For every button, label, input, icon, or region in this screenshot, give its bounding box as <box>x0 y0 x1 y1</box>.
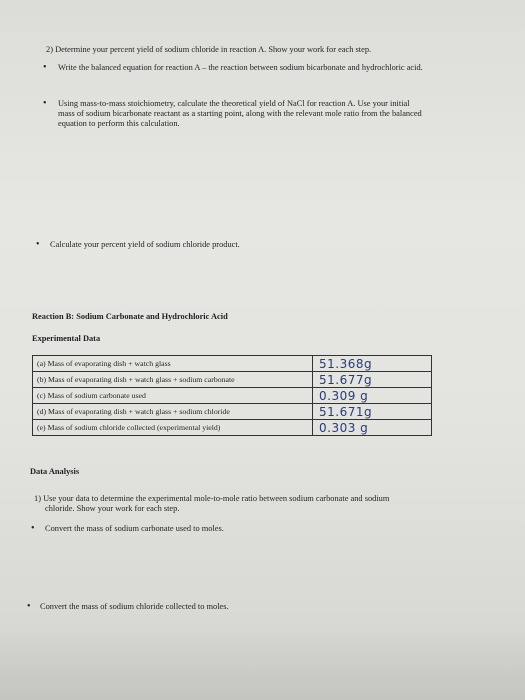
q2-bullet-theoretical-yield-line-3: equation to perform this calculation. <box>58 119 180 128</box>
row-value: 51.677g <box>313 372 432 388</box>
q2-bullet-percent-yield: Calculate your percent yield of sodium chloride product. <box>50 240 240 249</box>
table-row <box>33 356 432 372</box>
question-2-heading: 2) Determine your percent yield of sodium chloride in reaction A. Show your work for each step. <box>46 45 372 54</box>
bullet-icon: • <box>27 601 31 612</box>
q2-bullet-balanced-equation: Write the balanced equation for reaction A – the reaction between sodium bicarbonate and hydrochloric acid. <box>58 63 423 72</box>
row-value: 0.303 g <box>313 420 432 436</box>
bullet-icon: • <box>31 523 35 534</box>
row-label: (e) Mass of sodium chloride collected (experimental yield) <box>33 420 313 436</box>
analysis-bullet-sodium-chloride-moles: Convert the mass of sodium chloride collected to moles. <box>40 602 229 611</box>
bullet-icon: • <box>43 98 47 109</box>
table-row <box>33 404 432 420</box>
row-label: (c) Mass of sodium carbonate used <box>33 388 313 404</box>
experimental-data-heading: Experimental Data <box>32 334 101 343</box>
bullet-icon: • <box>36 239 40 250</box>
row-value: 51.368g <box>313 356 432 372</box>
analysis-bullet-sodium-carbonate-moles: Convert the mass of sodium carbonate used to moles. <box>45 524 224 533</box>
bullet-icon: • <box>43 62 47 73</box>
reaction-b-title: Reaction B: Sodium Carbonate and Hydrochloric Acid <box>32 312 228 321</box>
data-analysis-heading: Data Analysis <box>30 467 80 476</box>
row-label: (d) Mass of evaporating dish + watch glass + sodium chloride <box>33 404 313 420</box>
q2-bullet-theoretical-yield-line-2: mass of sodium bicarbonate reactant as a starting point, along with the relevant mole ratio from the balanced <box>58 109 422 118</box>
row-label: (b) Mass of evaporating dish + watch glass + sodium carbonate <box>33 372 313 388</box>
analysis-question-1-line-1: 1) Use your data to determine the experimental mole-to-mole ratio between sodium carbonate and sodium <box>34 494 390 503</box>
row-value: 0.309 g <box>313 388 432 404</box>
table-row <box>33 388 432 404</box>
analysis-question-1-line-2: chloride. Show your work for each step. <box>45 504 180 513</box>
q2-bullet-theoretical-yield-line-1: Using mass-to-mass stoichiometry, calculate the theoretical yield of NaCl for reaction A. Use your initial <box>58 99 410 108</box>
page-shadow <box>0 620 525 700</box>
table-row <box>33 372 432 388</box>
row-label: (a) Mass of evaporating dish + watch glass <box>33 356 313 372</box>
table-row <box>33 420 432 436</box>
experimental-data-table <box>32 355 432 436</box>
row-value: 51.671g <box>313 404 432 420</box>
